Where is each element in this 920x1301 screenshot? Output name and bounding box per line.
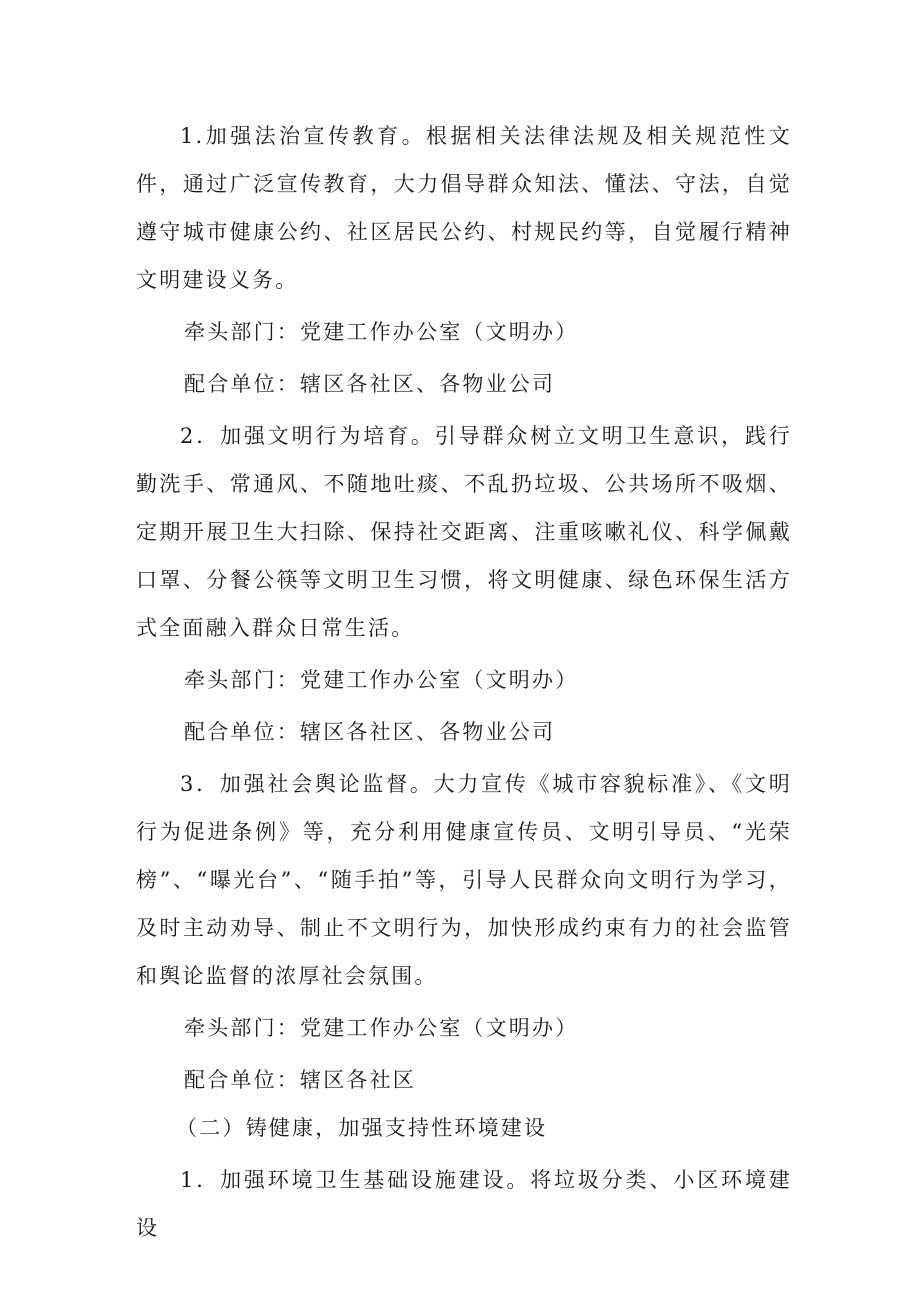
item-1-supporting-units: 配合单位：辖区各社区、各物业公司 [184,372,556,396]
item-2-paragraph: 2．加强文明行为培育。引导群众树立文明卫生意识，践行勤洗手、常通风、不随地吐痰、不乱扔垃圾、公共场所不吸烟、定期开展卫生大扫除、保持社交距离、注重咳嗽礼仪、科学佩戴口罩、分餐公筷等文明卫生习惯，将文明健康、绿色环保生活方式全面融入群众日常生活。 [136,424,792,640]
item-3-lead-department: 牵头部门：党建工作办公室（文明办） [184,1016,579,1040]
document-page [136,112,792,1252]
item-2-supporting-units: 配合单位：辖区各社区、各物业公司 [184,720,556,744]
item-1-lead-department: 牵头部门：党建工作办公室（文明办） [184,320,579,344]
item-3-paragraph: 3．加强社会舆论监督。大力宣传《城市容貌标准》、《文明行为促进条例》等，充分利用健康宣传员、文明引导员、“光荣榜”、“曝光台”、“随手拍”等，引导人民群众向文明行为学习，及时主动劝导、制止不文明行为，加快形成约束有力的社会监管和舆论监督的浓厚社会氛围。 [136,772,792,988]
item-3-supporting-units: 配合单位：辖区各社区 [184,1068,416,1092]
section-heading: （二）铸健康，加强支持性环境建设 [176,1116,548,1140]
item-1-paragraph: 1.加强法治宣传教育。根据相关法律法规及相关规范性文件，通过广泛宣传教育，大力倡导群众知法、懂法、守法，自觉遵守城市健康公约、社区居民公约、村规民约等，自觉履行精神文明建设义务。 [136,124,792,292]
item-2-lead-department: 牵头部门：党建工作办公室（文明办） [184,668,579,692]
section-item-1-paragraph: 1．加强环境卫生基础设施建设。将垃圾分类、小区环境建设 [136,1168,792,1240]
